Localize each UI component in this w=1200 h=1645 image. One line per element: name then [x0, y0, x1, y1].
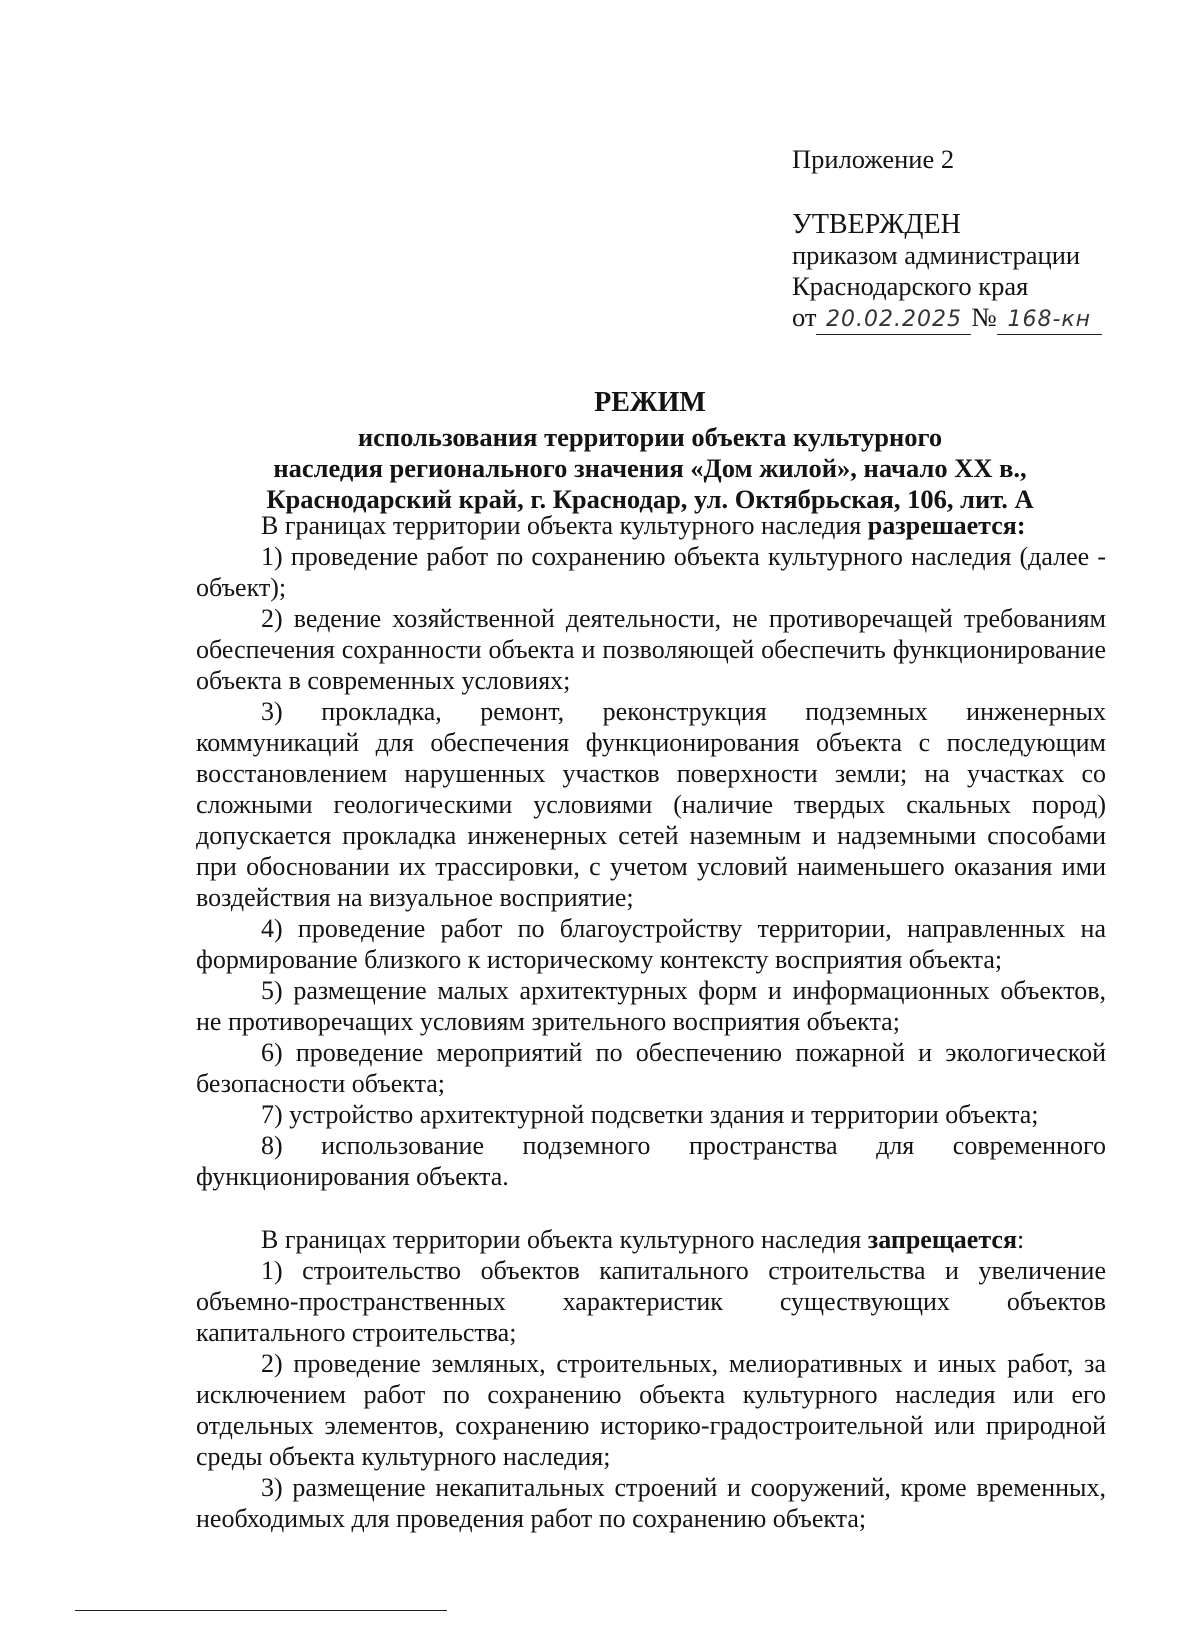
allowed-item-3: 3) прокладка, ремонт, реконструкция подземных инженерных коммуникаций для обеспечения функционирования объекта с последующим восстановлением нарушенных участков поверхности земли; на участках со сложными геологическими условиями (наличие твердых скальных пород) допускается прокладка инженерных сетей наземным и надземными способами при обосновании их трассировки, с учетом условий наименьшего оказания ими воздействия на визуальное восприятие;	[196, 697, 1106, 912]
number-label: №	[971, 302, 997, 332]
order-date-number-line	[792, 302, 1122, 335]
allowed-intro-bold: разрешается:	[867, 511, 1026, 540]
allowed-item-8: 8) использование подземного пространства для современного функционирования объекта.	[196, 1131, 1106, 1191]
forbidden-intro-text: В границах территории объекта культурного наследия	[261, 1225, 868, 1254]
forbidden-intro-tail: :	[1017, 1225, 1025, 1254]
approval-line-1: приказом администрации	[792, 240, 1081, 270]
approval-line-2: Краснодарского края	[792, 271, 1029, 301]
allowed-item-7: 7) устройство архитектурной подсветки здания и территории объекта;	[261, 1100, 1039, 1129]
from-label: от	[792, 302, 817, 332]
allowed-item-1: 1) проведение работ по сохранению объекта культурного наследия (далее - объект);	[196, 542, 1106, 602]
allowed-intro-text: В границах территории объекта культурного наследия	[261, 511, 868, 540]
title-heading: РЕЖИМ	[594, 387, 706, 418]
document-body	[196, 510, 1106, 1534]
footnote-separator-line	[75, 1610, 447, 1611]
handwritten-date: 20.02.2025	[816, 306, 971, 335]
approved-label: УТВЕРЖДЕН	[792, 209, 961, 240]
forbidden-item-3: 3) размещение некапитальных строений и сооружений, кроме временных, необходимых для проведения работ по сохранению объекта;	[196, 1473, 1106, 1533]
title-line-1: использования территории объекта культурного	[357, 422, 943, 452]
handwritten-number: 168-кн	[997, 306, 1102, 335]
forbidden-intro-bold: запрещается	[867, 1225, 1018, 1254]
allowed-item-2: 2) ведение хозяйственной деятельности, не противоречащей требованиям обеспечения сохранности объекта и позволяющей обеспечить функционирование объекта в современных условиях;	[196, 604, 1106, 695]
forbidden-item-2: 2) проведение земляных, строительных, мелиоративных и иных работ, за исключением работ по сохранению объекта культурного наследия или его отдельных элементов, сохранению историко-градостроительной или природной среды объекта культурного наследия;	[196, 1349, 1106, 1471]
appendix-label: Приложение 2	[792, 144, 955, 174]
allowed-item-6: 6) проведение мероприятий по обеспечению пожарной и экологической безопасности объекта;	[196, 1038, 1106, 1098]
section-spacer	[196, 1192, 1106, 1224]
allowed-item-4: 4) проведение работ по благоустройству территории, направленных на формирование близкого к историческому контексту восприятия объекта;	[196, 914, 1106, 974]
allowed-item-5: 5) размещение малых архитектурных форм и информационных объектов, не противоречащих условиям зрительного восприятия объекта;	[196, 976, 1106, 1036]
title-line-3: Краснодарский край, г. Краснодар, ул. Октябрьская, 106, лит. А	[266, 484, 1034, 514]
forbidden-item-1: 1) строительство объектов капитального строительства и увеличение объемно-пространственных характеристик существующих объектов капитального строительства;	[196, 1256, 1106, 1347]
approval-stamp-block	[792, 144, 1122, 335]
document-title	[195, 386, 1105, 515]
allowed-intro	[196, 510, 1106, 541]
forbidden-intro	[196, 1224, 1106, 1255]
title-line-2: наследия регионального значения «Дом жилой», начало XX в.,	[273, 453, 1027, 483]
